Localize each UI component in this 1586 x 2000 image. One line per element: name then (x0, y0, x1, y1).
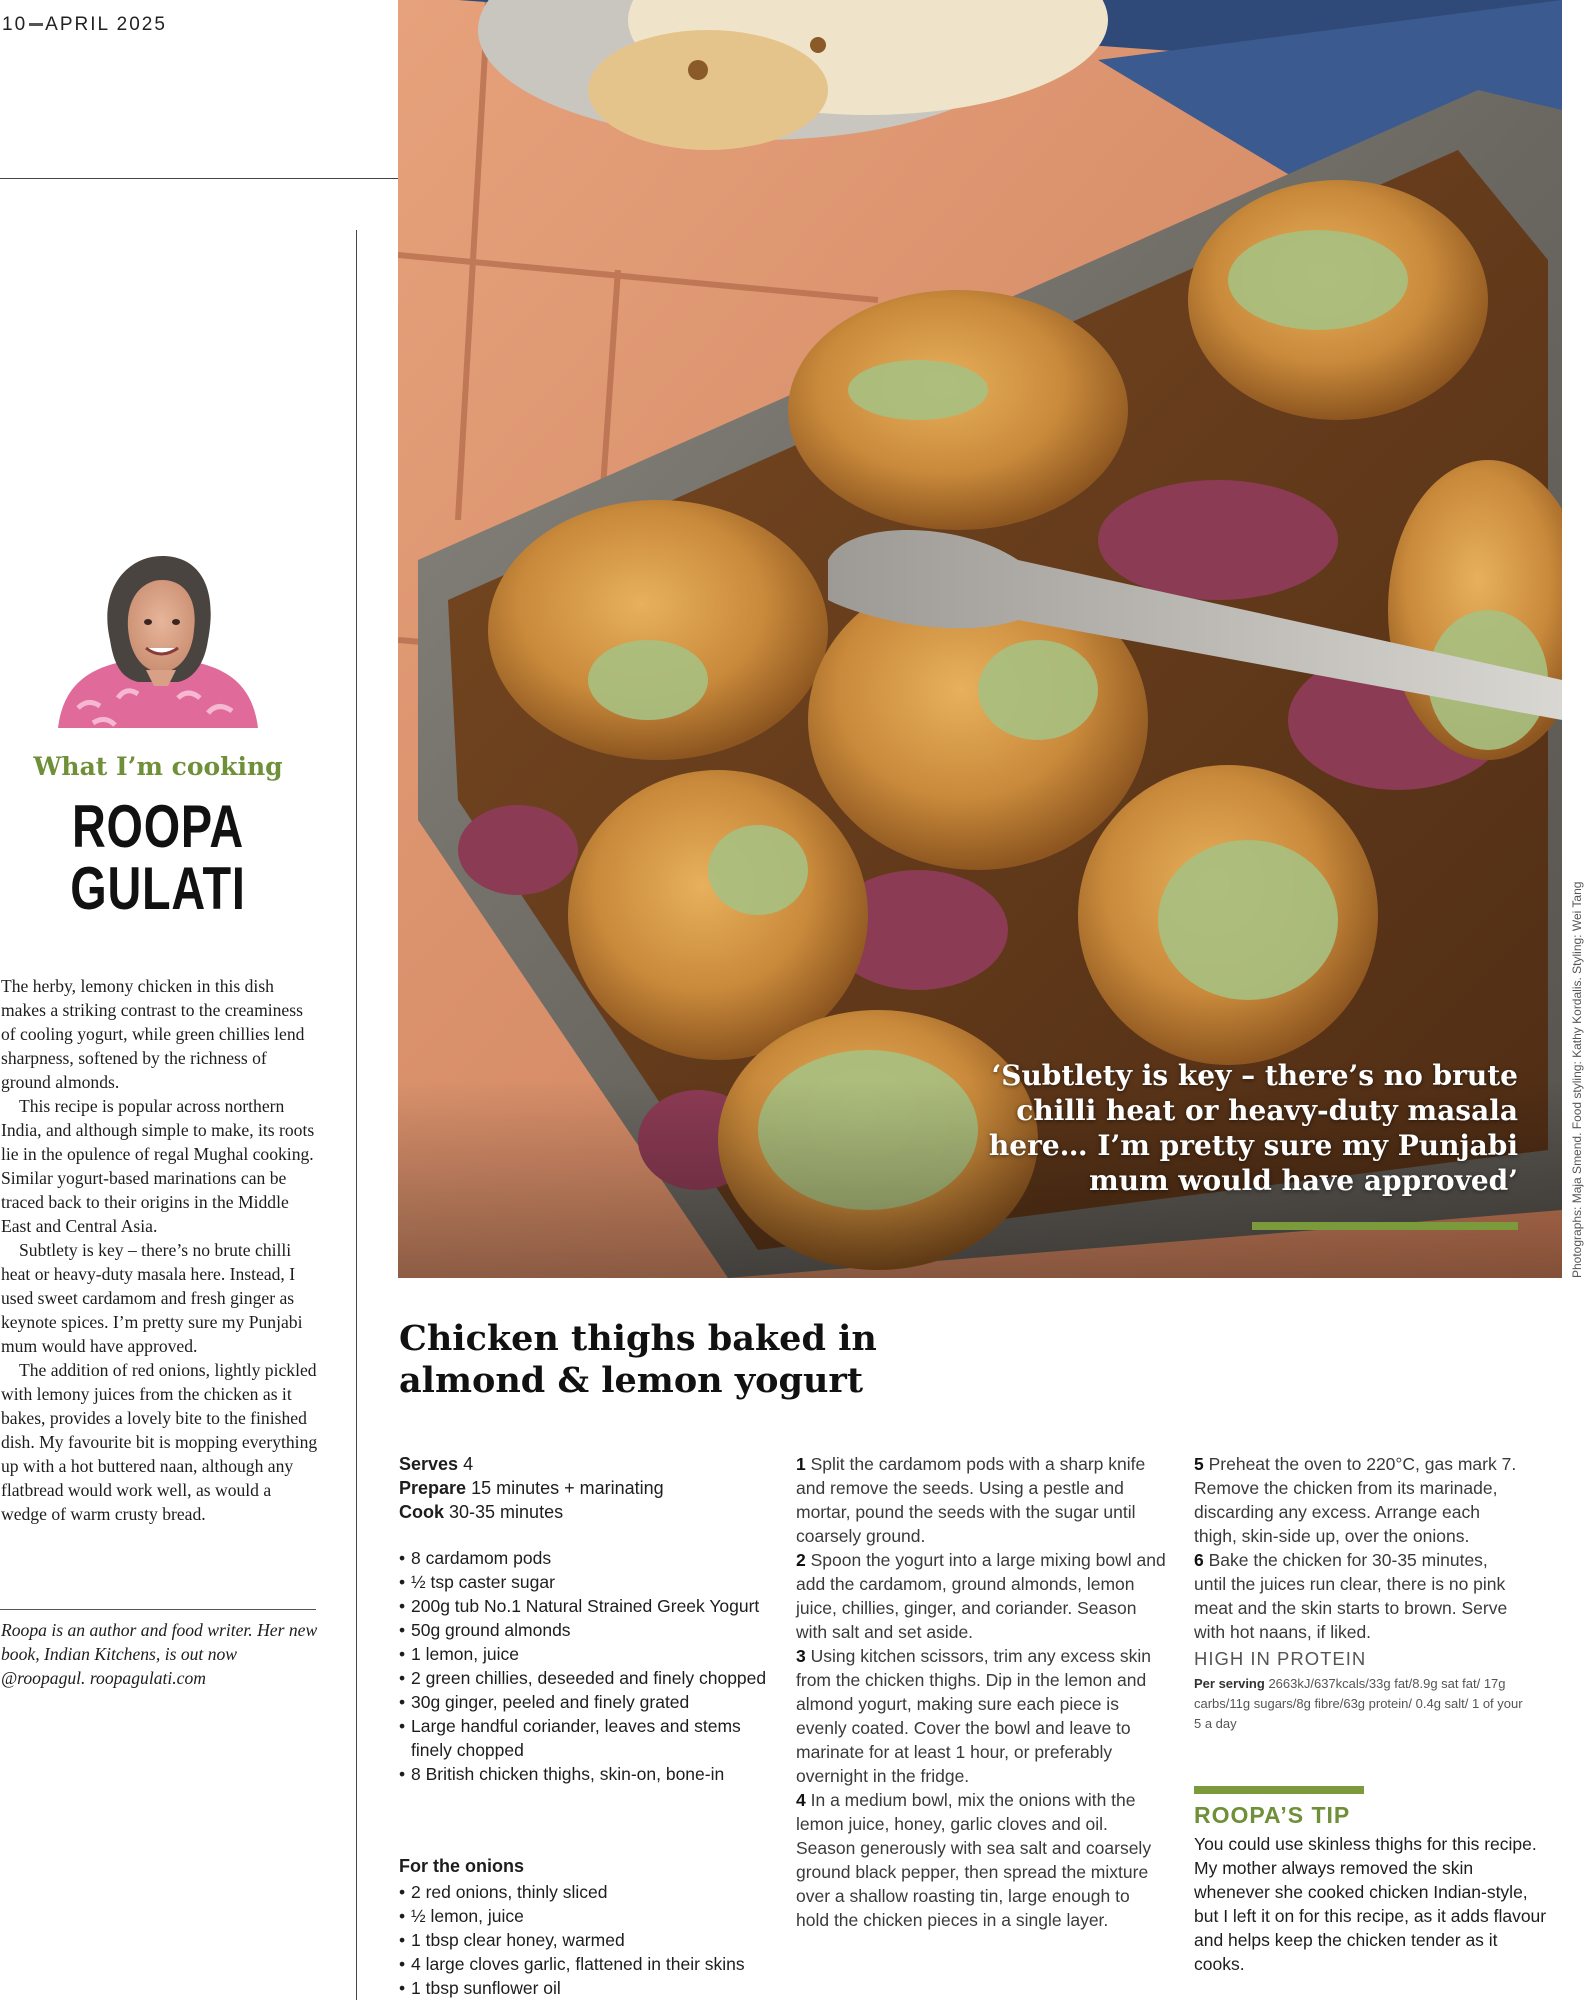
step-text: Split the cardamom pods with a sharp knife and remove the seeds. Using a pestle and mortar, pound the seeds with the sugar until coarsely ground. (796, 1454, 1146, 1546)
tip-text: You could use skinless thighs for this recipe. My mother always removed the skin whenever she cooked chicken Indian-style, but I left it on for this recipe, as it adds flavour and helps keep the chicken tender as it cooks. (1194, 1834, 1547, 1974)
per-serving-values: 2663kJ/637kcals/33g fat/8.9g sat fat/ 17g carbs/11g sugars/8g fibre/63g protein/ 0.4g salt/ 1 of your 5 a day (1194, 1676, 1523, 1731)
column-divider (356, 230, 357, 2000)
author-portrait (58, 548, 258, 728)
onion-ingredient-list (399, 1880, 779, 2000)
step-number: 1 (796, 1454, 806, 1474)
tip-heading: ROOPA’S TIP (1194, 1802, 1351, 1828)
method-step (796, 1548, 1166, 1644)
date-separator (29, 23, 43, 26)
pull-quote: ‘Subtlety is key – there’s no brute chilli heat or heavy-duty masala here… I’m pretty sure my Punjabi mum would have approved’ (988, 1059, 1518, 1197)
intro-paragraph: The addition of red onions, lightly pickled with lemony juices from the chicken as it bakes, provides a lovely bite to the finished dish. My favourite bit is mopping everything up with a hot buttered naan, although any flatbread would work well, as would a wedge of warm crusty bread. (1, 1360, 318, 1524)
ingredient-item: • 2 red onions, thinly sliced (399, 1880, 779, 1904)
prepare-line (399, 1476, 779, 1500)
high-protein-label: HIGH IN PROTEIN (1194, 1648, 1367, 1669)
method-step (1194, 1548, 1524, 1644)
header-divider (0, 178, 398, 179)
ingredient-item: • 200g tub No.1 Natural Strained Greek Yogurt (399, 1594, 779, 1618)
step-text: In a medium bowl, mix the onions with the lemon juice, honey, garlic cloves and oil. Season generously with sea salt and coarsely ground black pepper, then spread the mixture over a shallow roasting tin, large enough to hold the chicken pieces in a single layer. (796, 1790, 1152, 1930)
ingredient-item: • 1 lemon, juice (399, 1642, 779, 1666)
ingredient-item: • ½ tsp caster sugar (399, 1570, 779, 1594)
ingredient-item: • ½ lemon, juice (399, 1904, 779, 1928)
ingredient-item: • 50g ground almonds (399, 1618, 779, 1642)
step-text: Spoon the yogurt into a large mixing bowl and add the cardamom, ground almonds, lemon juice, chillies, ginger, and coriander. Season with salt and set aside. (796, 1550, 1166, 1642)
recipe-meta (399, 1452, 779, 1524)
author-name (35, 793, 281, 922)
ingredient-item: • 1 tbsp sunflower oil (399, 1976, 779, 2000)
nutrition-info (1194, 1674, 1524, 1734)
step-number: 2 (796, 1550, 806, 1570)
ingredient-item: • 8 cardamom pods (399, 1546, 779, 1570)
method-step (1194, 1452, 1524, 1548)
author-last-name: GULATI (70, 855, 246, 922)
cook-line (399, 1500, 779, 1524)
step-text: Bake the chicken for 30-35 minutes, until the juices run clear, there is no pink meat and the skin starts to brown. Serve with hot naans, if liked. (1194, 1550, 1508, 1642)
author-bio: Roopa is an author and food writer. Her new book, Indian Kitchens, is out now @roopagul. roopagulati.com (1, 1620, 318, 1688)
step-text: Using kitchen scissors, trim any excess skin from the chicken thighs. Dip in the lemon and almond yogurt, making sure each piece is evenly coated. Cover the bowl and leave to marinate for at least 1 hour, or preferably overnight in the fridge. (796, 1646, 1151, 1786)
prepare-label: Prepare (399, 1478, 467, 1498)
ingredient-item: • 30g ginger, peeled and finely grated (399, 1690, 779, 1714)
method-column-2 (1194, 1452, 1524, 1644)
tip-rule (1194, 1786, 1364, 1794)
serves-label: Serves (399, 1454, 459, 1474)
step-number: 6 (1194, 1550, 1204, 1570)
per-serving-label: Per serving (1194, 1676, 1265, 1691)
bio-divider (0, 1609, 316, 1610)
intro-paragraph: The herby, lemony chicken in this dish makes a striking contrast to the creaminess of cooling yogurt, while green chillies lend sharpness, softened by the richness of ground almonds. (1, 976, 305, 1092)
ingredient-item: • 1 tbsp clear honey, warmed (399, 1928, 779, 1952)
column-kicker: What I’m cooking (33, 752, 283, 781)
ingredient-item: • Large handful coriander, leaves and stems finely chopped (399, 1714, 779, 1762)
method-step (796, 1788, 1166, 1932)
ingredient-item: • 4 large cloves garlic, flattened in their skins (399, 1952, 779, 1976)
cook-label: Cook (399, 1502, 444, 1522)
pull-quote-rule (1252, 1222, 1518, 1230)
issue-date (2, 14, 167, 36)
intro-paragraph: Subtlety is key – there’s no brute chilli heat or heavy-duty masala here. Instead, I used sweet cardamom and fresh ginger as keynote spices. I’m pretty sure my Punjabi mum would have approved. (1, 1240, 303, 1356)
method-column-1 (796, 1452, 1166, 1932)
method-step (796, 1644, 1166, 1788)
intro-text (1, 974, 319, 1526)
serves-line (399, 1452, 779, 1476)
onions-heading: For the onions (399, 1856, 524, 1876)
step-number: 3 (796, 1646, 806, 1666)
step-text: Preheat the oven to 220°C, gas mark 7. Remove the chicken from its marinade, discarding any excess. Arrange each thigh, skin-side up, over the onions. (1194, 1454, 1517, 1546)
ingredient-item: • 8 British chicken thighs, skin-on, bone-in (399, 1762, 779, 1786)
prepare-value: 15 minutes + marinating (471, 1478, 664, 1498)
ingredient-list (399, 1546, 779, 1786)
step-number: 4 (796, 1790, 806, 1810)
method-step (796, 1452, 1166, 1548)
date-day: 10 (2, 14, 28, 35)
serves-value: 4 (463, 1454, 474, 1474)
cook-value: 30-35 minutes (449, 1502, 564, 1522)
author-first-name: ROOPA (71, 793, 245, 860)
photo-credit: Photographs: Maja Smend. Food styling: Kathy Kordalis. Styling: Wei Tang (1570, 881, 1584, 1278)
recipe-title: Chicken thighs baked in almond & lemon yogurt (399, 1318, 877, 1401)
date-month-year: APRIL 2025 (45, 14, 167, 35)
intro-paragraph: This recipe is popular across northern India, and although simple to make, its roots lie in the opulence of regal Mughal cooking. Similar yogurt-based marinations can be traced back to their origins in the Middle East and Central Asia. (1, 1096, 315, 1236)
ingredient-item: • 2 green chillies, deseeded and finely chopped (399, 1666, 779, 1690)
step-number: 5 (1194, 1454, 1204, 1474)
